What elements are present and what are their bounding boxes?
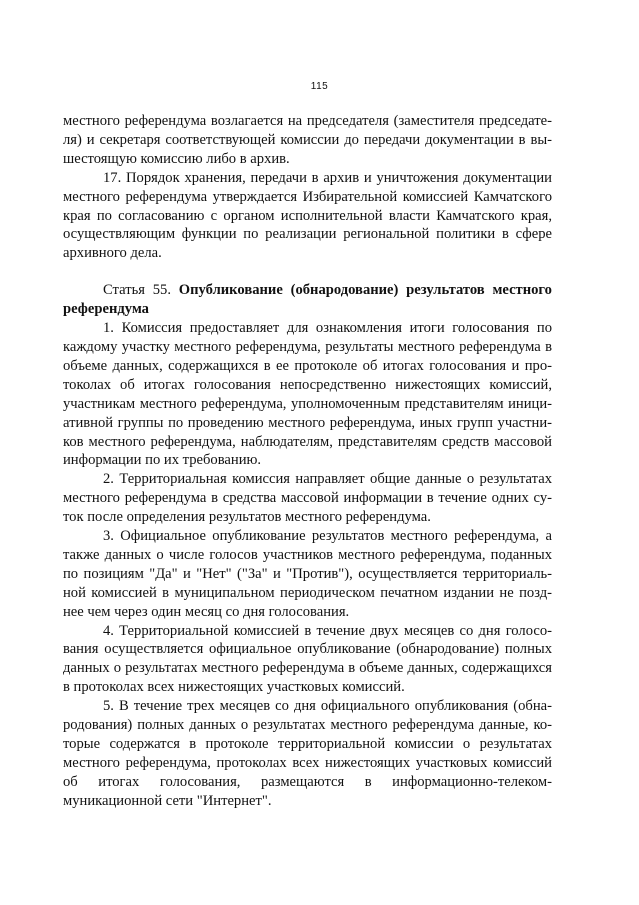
article-item-1: 1. Комиссия предоставляет для ознакомления итоги голосования по каждому участку местного референдума, результаты местного референдума в объеме данных, содержащихся в ее протоколе об итогах голосования и про-токолах об итогах голосования непосредственно нижестоящих комиссий, участникам местного референдума, уполномоченным представителям иници-ативной группы по проведению местного референдума, иных групп участни-ков местного референдума, наблюдателям, представителям средств массовой информации по их требованию. (63, 320, 552, 469)
article-heading (63, 281, 552, 319)
page-number: 115 (310, 81, 329, 92)
paragraph-continuation: местного референдума возлагается на председателя (заместителя председате-ля) и секретаря соответствующей комиссии до передачи документации в вы-шестоящую комиссию либо в архив. (63, 113, 552, 167)
article-title: Опубликование (обнародование) результатов местного референдума (63, 282, 552, 318)
document-body (63, 112, 552, 811)
article-item-2: 2. Территориальная комиссия направляет общие данные о результатах местного референдума в средства массовой информации в течение одних су-ток после определения результатов местного референдума. (63, 471, 552, 526)
article-number: Статья 55. (103, 282, 171, 299)
article-item-3: 3. Официальное опубликование результатов местного референдума, а также данных о числе голосов участников местного референдума, поданных по позициям "Да" и "Нет" ("За" и "Против"), осуществляется территориаль-ной комиссией в муниципальном периодическом печатном издании не позд-нее чем через один месяц со дня голосования. (63, 528, 552, 620)
article-item-5: 5. В течение трех месяцев со дня официального опубликования (обна-родования) полных данных о результатах местного референдума данные, ко-торые содержатся в протоколе территориальной комиссии о результатах местного референдума, протоколах всех нижестоящих участковых комиссий об итогах голосования, размещаются в информационно-телеком-муникационной сети "Интернет". (63, 698, 552, 809)
paragraph-17: 17. Порядок хранения, передачи в архив и уничтожения документации местного референдума утверждается Избирательной комиссией Камчатского края по согласованию с органом исполнительной власти Камчатского края, осуществляющим функции по реализации региональной политики в сфере архивного дела. (63, 169, 552, 262)
article-item-4: 4. Территориальной комиссией в течение двух месяцев со дня голосо-вания осуществляется официальное опубликование (обнародование) полных данных о результатах местного референдума в объеме данных, содержащихся в протоколах всех нижестоящих участковых комиссий. (63, 622, 552, 696)
